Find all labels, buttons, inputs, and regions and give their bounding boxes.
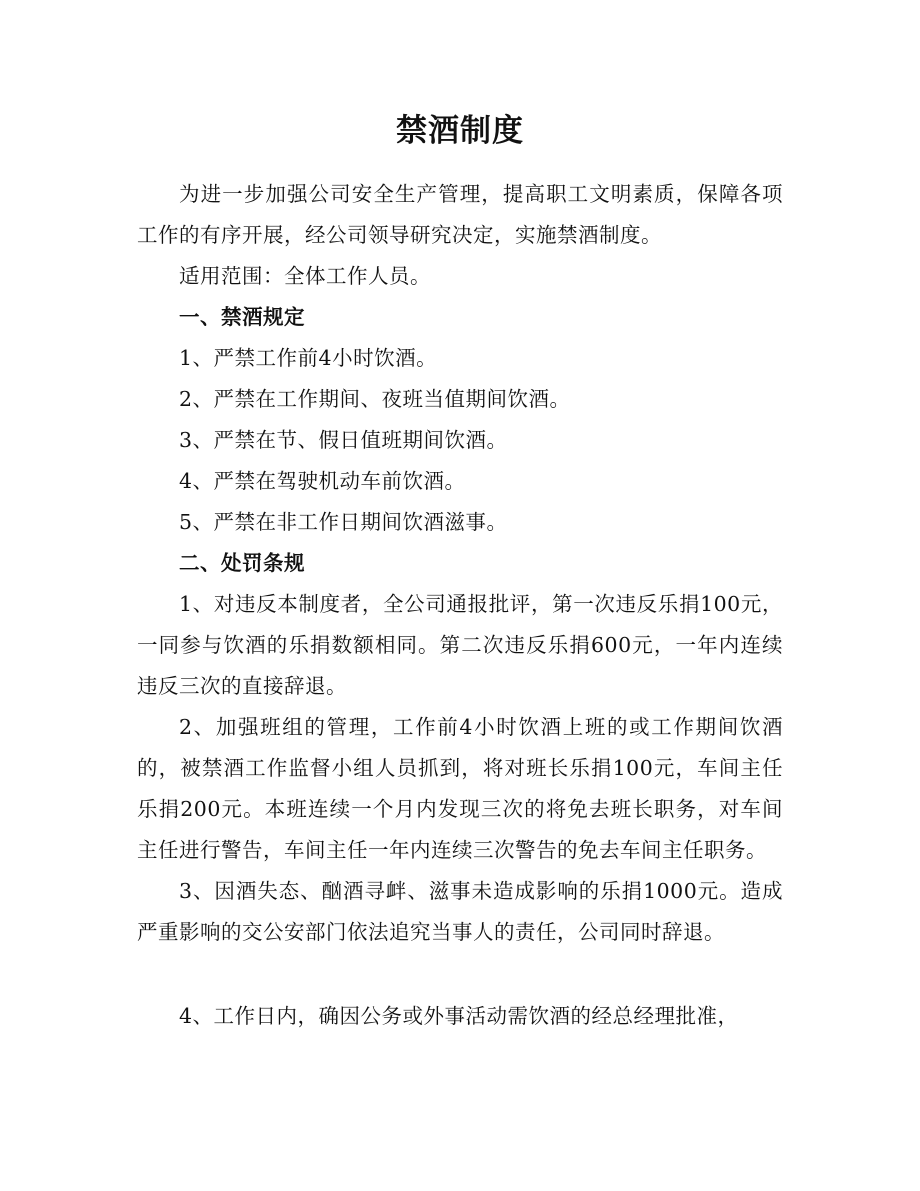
regulation-item: 5、严禁在非工作日期间饮酒滋事。 bbox=[179, 510, 508, 534]
document-title: 禁酒制度 bbox=[396, 113, 524, 149]
scope-paragraph: 适用范围：全体工作人员。 bbox=[179, 264, 431, 288]
penalty-item: 1、对违反本制度者，全公司通报批评，第一次违反乐捐100元，一同参与饮酒的乐捐数额相同。第二次违反乐捐600元，一年内连续违反三次的直接辞退。 bbox=[137, 592, 783, 698]
regulation-item: 3、严禁在节、假日值班期间饮酒。 bbox=[179, 428, 508, 452]
section-heading-penalties: 二、处罚条规 bbox=[179, 551, 305, 575]
regulation-item: 4、严禁在驾驶机动车前饮酒。 bbox=[179, 469, 466, 493]
paragraph-gap bbox=[137, 953, 783, 996]
penalty-item: 3、因酒失态、酗酒寻衅、滋事未造成影响的乐捐1000元。造成严重影响的交公安部门依法追究当事人的责任，公司同时辞退。 bbox=[137, 879, 783, 944]
penalty-item: 2、加强班组的管理，工作前4小时饮酒上班的或工作期间饮酒的，被禁酒工作监督小组人员抓到，将对班长乐捐100元，车间主任乐捐200元。本班连续一个月内发现三次的将免去班长职务，对车间主任进行警告，车间主任一年内连续三次警告的免去车间主任职务。 bbox=[137, 715, 783, 862]
regulation-item: 1、严禁工作前4小时饮酒。 bbox=[179, 346, 438, 370]
regulation-item: 2、严禁在工作期间、夜班当值期间饮酒。 bbox=[179, 387, 571, 411]
penalty-item: 4、工作日内，确因公务或外事活动需饮酒的经总经理批准， bbox=[179, 1004, 739, 1028]
document-body bbox=[137, 174, 783, 1037]
section-heading-regulations: 一、禁酒规定 bbox=[179, 305, 305, 329]
intro-paragraph: 为进一步加强公司安全生产管理，提高职工文明素质，保障各项工作的有序开展，经公司领导研究决定，实施禁酒制度。 bbox=[137, 182, 783, 247]
